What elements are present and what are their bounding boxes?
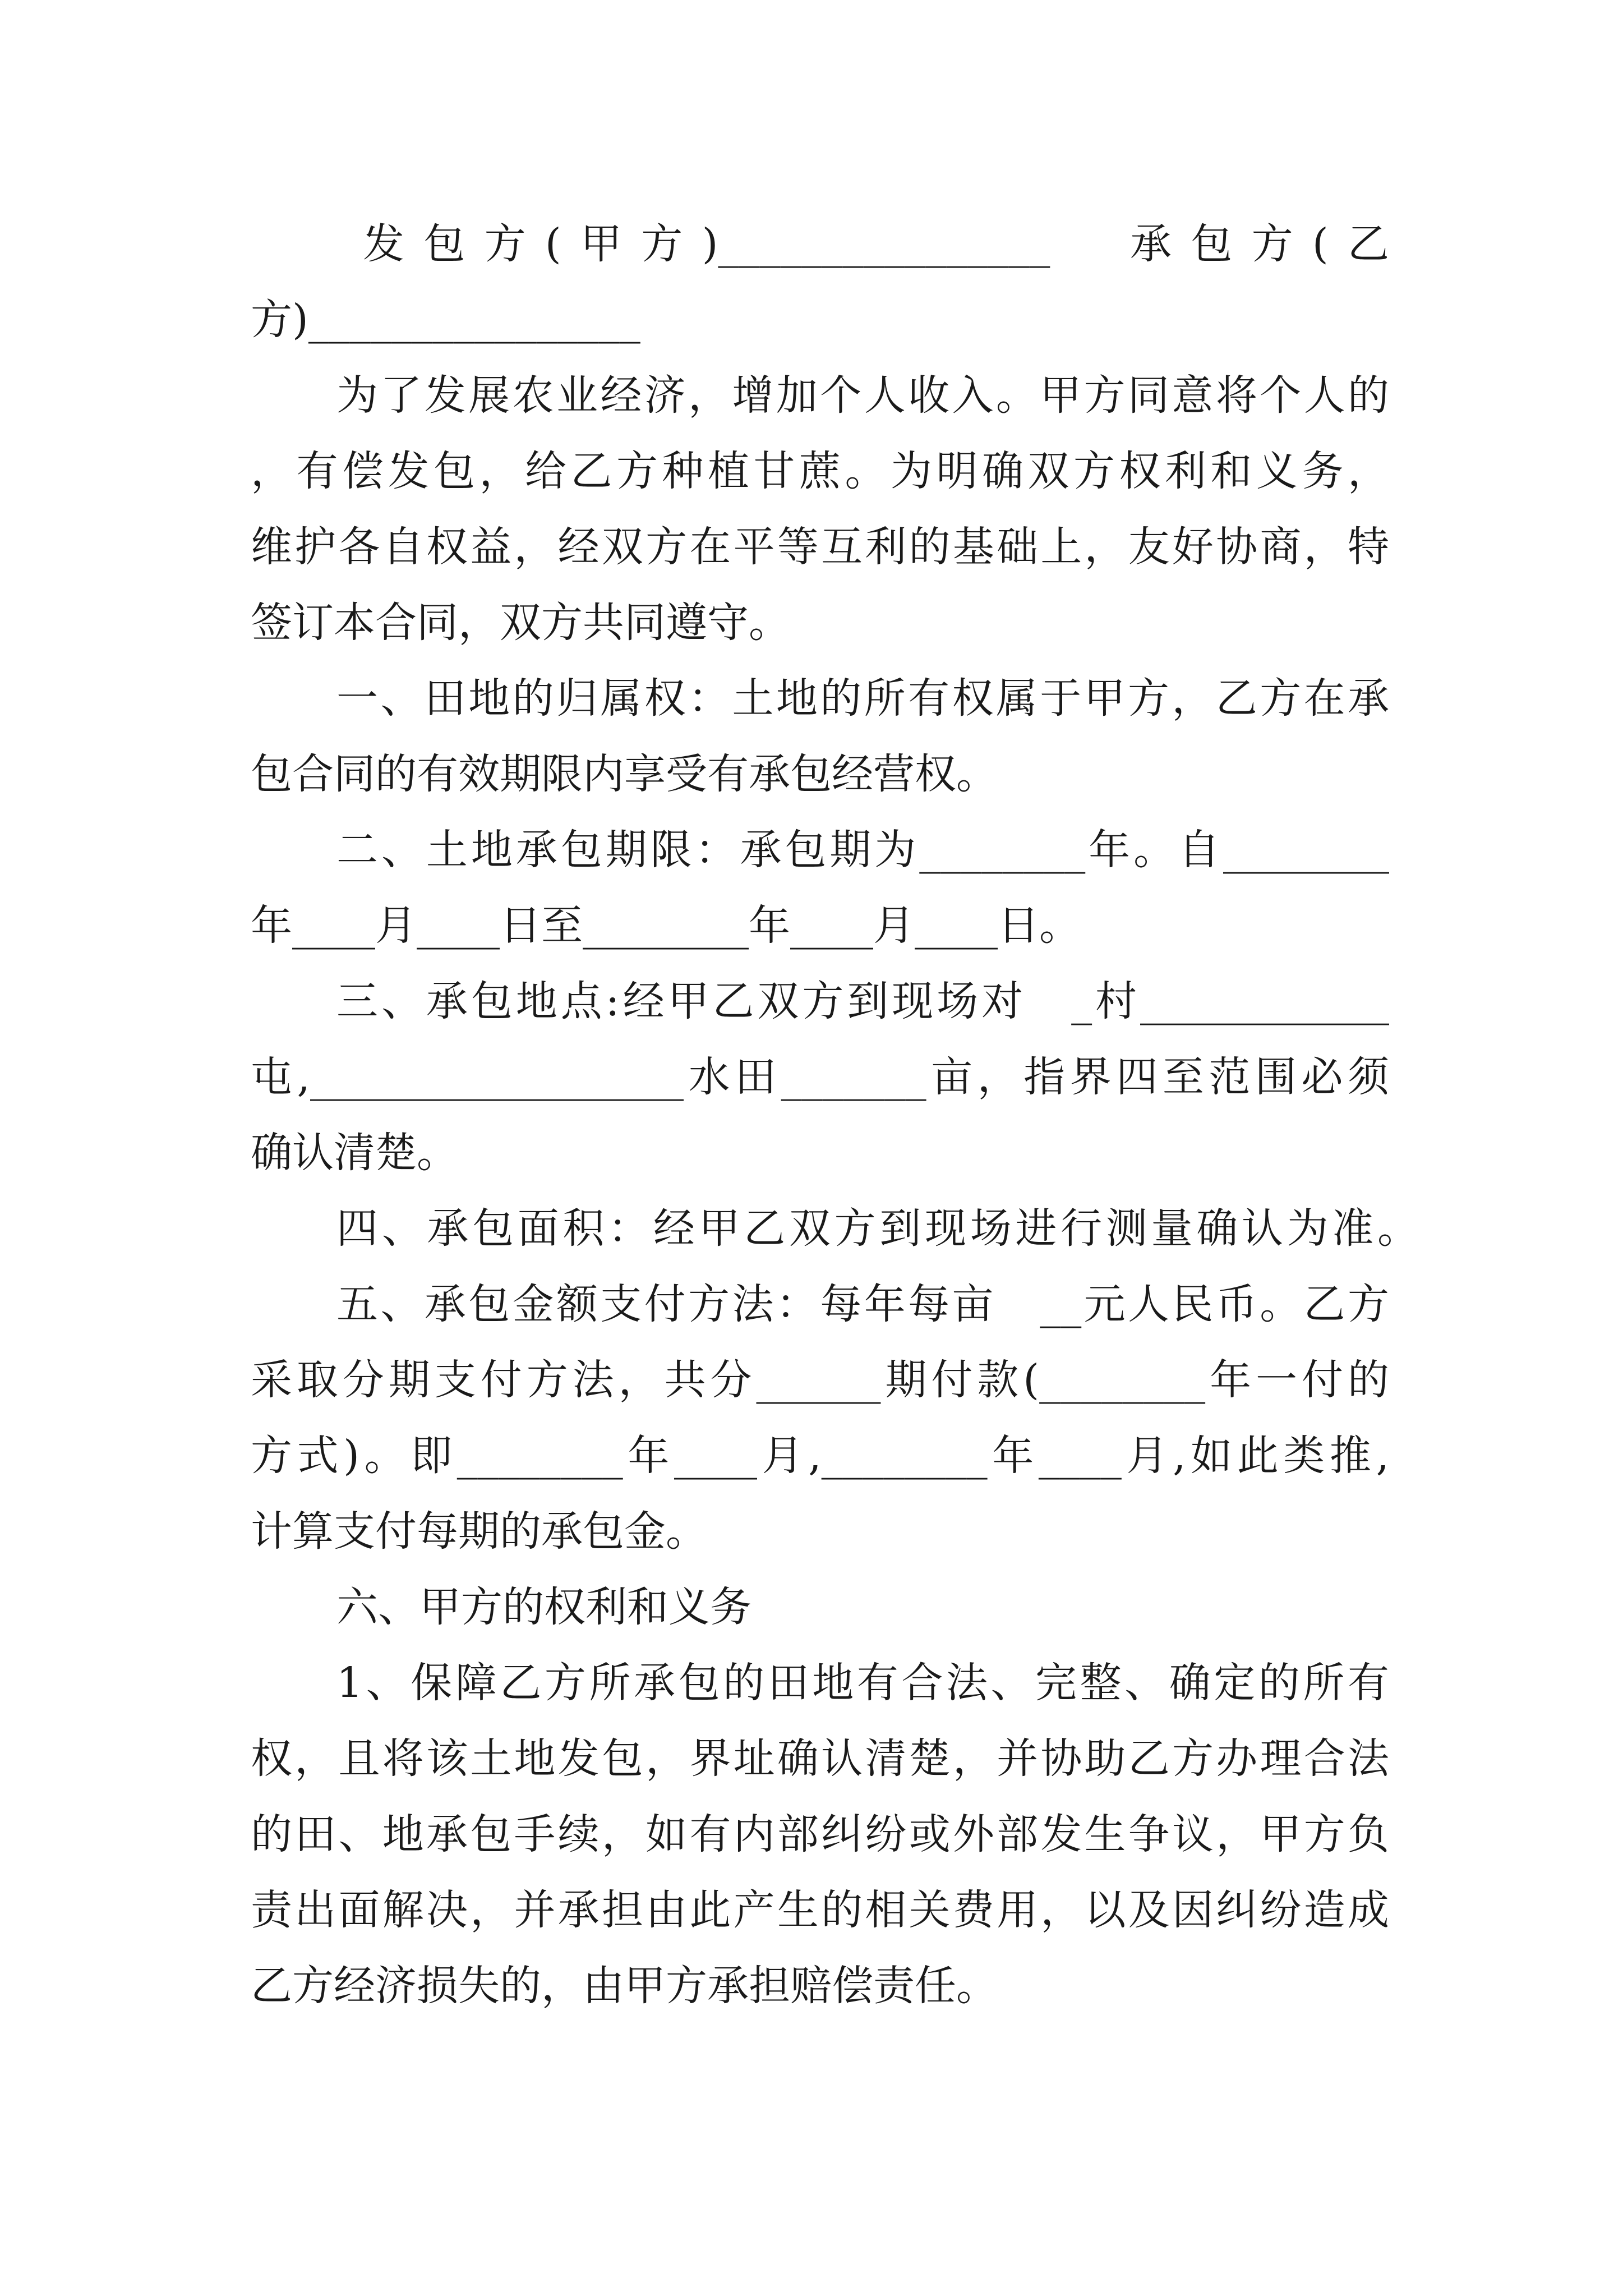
clause-4-line-1: 四、承包面积：经甲乙双方到现场进行测量确认为准。: [336, 1204, 1419, 1253]
preamble-line-2: ，有偿发包，给乙方种植甘蔗。为明确双方权利和义务，: [251, 447, 1389, 495]
item-1-line-2: 权，且将该土地发包，界址确认清楚，并协助乙方办理合法: [251, 1734, 1389, 1783]
clause-5-line-3: 方式)。即________年____月,________年____月,如此类推,: [251, 1432, 1389, 1480]
clause-1-line-1: 一、田地的归属权：土地的所有权属于甲方，乙方在承: [336, 674, 1389, 723]
preamble-line-1: 为了发展农业经济，增加个人收入。甲方同意将个人的: [336, 371, 1389, 420]
section-6-heading: 六、甲方的权利和义务: [336, 1583, 751, 1631]
clause-3-line-2: 屯,__________________水田_______亩，指界四至范围必须: [251, 1053, 1389, 1101]
clause-2-line-1: 二、土地承包期限：承包期为________年。自________: [336, 826, 1389, 874]
item-1-line-4: 责出面解决，并承担由此产生的相关费用，以及因纠纷造成: [251, 1886, 1389, 1934]
party-line: 发包方(甲方)________________ 承包方(乙: [363, 220, 1389, 268]
item-1-line-5: 乙方经济损失的，由甲方承担赔偿责任。: [251, 1962, 998, 2010]
item-1-line-3: 的田、地承包手续，如有内部纠纷或外部发生争议，甲方负: [251, 1810, 1389, 1858]
clause-2-line-2: 年____月____日至________年____月____日。: [251, 901, 1081, 950]
preamble-line-3: 维护各自权益，经双方在平等互利的基础上，友好协商，特: [251, 523, 1389, 571]
clause-3-line-3: 确认清楚。: [251, 1129, 458, 1177]
party-line-continued: 方)________________: [251, 296, 640, 344]
clause-5-line-1: 五、承包金额支付方法：每年每亩 __元人民币。乙方: [336, 1280, 1389, 1328]
clause-1-line-2: 包合同的有效期限内享受有承包经营权。: [251, 750, 998, 798]
preamble-line-4: 签订本合同，双方共同遵守。: [251, 599, 790, 647]
clause-5-line-4: 计算支付每期的承包金。: [251, 1507, 707, 1556]
clause-3-line-1: 三、承包地点:经甲乙双方到现场对 _村____________: [336, 977, 1389, 1025]
item-1-line-1: 1、保障乙方所承包的田地有合法、完整、确定的所有: [336, 1659, 1389, 1707]
clause-5-line-2: 采取分期支付方法，共分______期付款(________年一付的: [251, 1356, 1389, 1404]
